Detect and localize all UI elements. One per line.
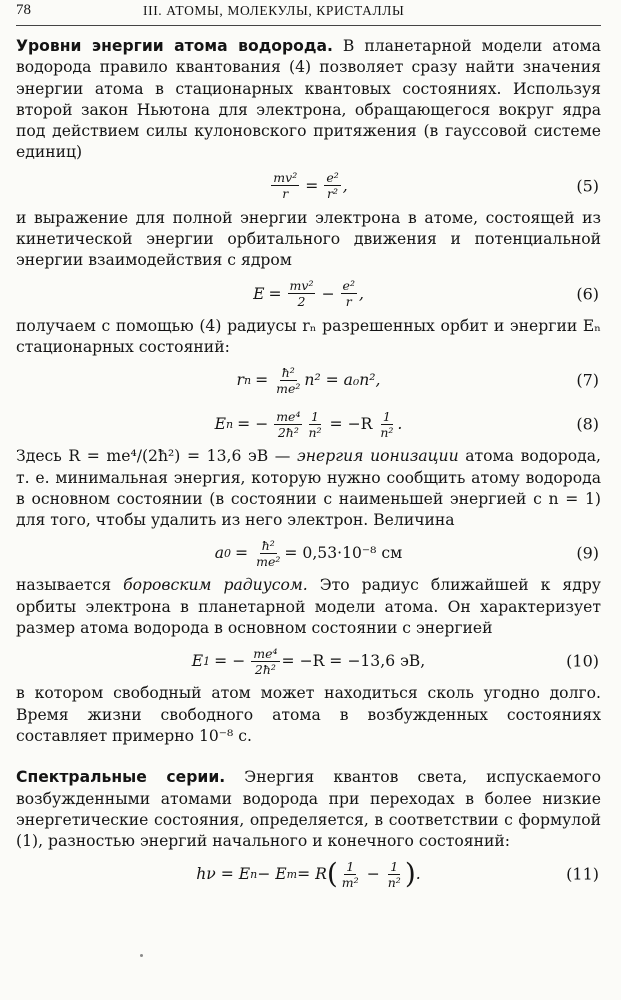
paragraph-spectral-series: Спектральные серии. Энергия квантов света, испускаемого возбужденными атомами водорода при переходах в более низкие энергетические состояния, определяется, в соответствии с формулой (1), разностью энергий начального и конечного состояний: xyxy=(16,768,601,851)
equation-6: E = $\frac{\text{mv²}}{2}$ − $\frac{\text{e²}}{r}$ , (6) xyxy=(253,278,599,310)
equation-7: r n = $\frac{\text{ħ²}}{\text{me²}}$ n² = a₀n² , (7) xyxy=(236,364,599,396)
equation-number-8: (8) xyxy=(576,414,599,434)
paragraph-bohr-radius: называется боровским радиусом. Это радиус ближайшей к ядру орбиты электрона в планетарной модели атома. Он характеризует размер атома водорода в основном состоянии с энергией xyxy=(16,576,601,638)
equation-number-9: (9) xyxy=(576,543,599,563)
paragraph-lifetime: в котором свободный атом может находиться сколь угодно долго. Время жизни свободного атома в возбужденных состояниях составляет примерно 10⁻⁸ с. xyxy=(16,684,601,745)
page-number: 78 xyxy=(16,2,31,18)
page-body xyxy=(16,36,601,896)
equation-number-10: (10) xyxy=(566,651,599,671)
page-header xyxy=(16,2,601,24)
equation-5: $\frac{\text{mv²}}{r}$ = $\frac{\text{e²}}{\text{r²}}$ , (5) xyxy=(273,170,599,202)
paragraph-intro: Уровни энергии атома водорода. В планетарной модели атома водорода правило квантования (4) позволяет сразу найти значения энергии атома в стационарных квантовых состояниях. Используя второй закон Ньютона для электрона, обращающегося вокруг ядра под действием силы кулоновского притяжения (в гауссовой системе единиц) xyxy=(16,37,601,162)
paragraph-total-energy: и выражение для полной энергии электрона в атоме, состоящей из кинетической энергии орбитального движения и потенциальной энергии взаимодействия с ядром xyxy=(16,208,601,270)
equation-8: E n = − $\frac{\text{me⁴}}{\text{2ħ²}}$ $\frac{1}{\text{n²}}$ = −R $\frac{1}{\text{n²}}$ . (8) xyxy=(214,408,599,440)
equation-9: a 0 = $\frac{\text{ħ²}}{\text{me²}}$ = 0,53·10⁻⁸ см (9) xyxy=(214,537,599,569)
section-heading-spectral-series: Спектральные серии. xyxy=(16,768,226,787)
section-heading-energy-levels: Уровни энергии атома водорода. xyxy=(16,37,333,55)
equation-number-5: (5) xyxy=(576,176,599,196)
paragraph-radii: получаем с помощью (4) радиусы rₙ разрешенных орбит и энергии Eₙ стационарных состояний: xyxy=(16,316,601,356)
term-ionization-energy: энергия ионизации xyxy=(297,447,459,466)
header-rule xyxy=(16,25,601,26)
term-bohr-radius: боровским радиусом. xyxy=(123,576,308,595)
equation-11: hν = E n − E m = R ( $\frac{1}{\text{m²}}$ − $\frac{1}{\text{n²}}$ ) . (11) xyxy=(196,857,599,891)
equation-number-11: (11) xyxy=(566,864,599,884)
running-head: III. АТОМЫ, МОЛЕКУЛЫ, КРИСТАЛЛЫ xyxy=(143,3,405,18)
equation-number-7: (7) xyxy=(576,370,599,390)
paragraph-ionization: Здесь R = me⁴/(2ħ²) = 13,6 эВ — энергия ионизации атома водорода, т. е. минимальная энергия, которую нужно сообщить атому водорода в основном состоянии (в состоянии с наименьшей энергией с n = 1) для того, чтобы удалить из него электрон. Величина xyxy=(16,447,601,530)
equation-10: E 1 = − $\frac{\text{me⁴}}{\text{2ħ²}}$ = −R = −13,6 эВ, (10) xyxy=(191,645,599,677)
ink-speck xyxy=(140,954,143,957)
equation-number-6: (6) xyxy=(576,284,599,304)
